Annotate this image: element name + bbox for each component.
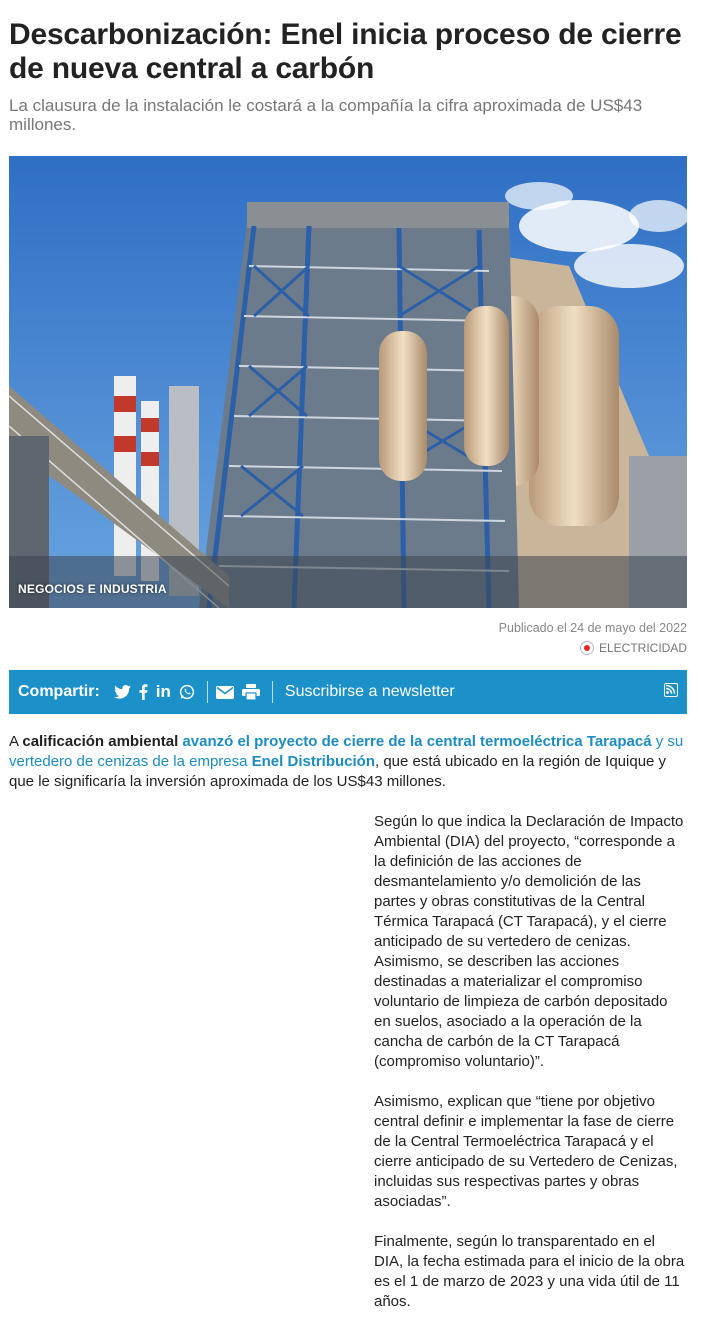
intro-text: A	[9, 733, 23, 750]
enel-link[interactable]: Enel Distribución	[251, 753, 375, 770]
paragraph-dia: Según lo que indica la Declaración de Impacto Ambiental (DIA) del proyecto, “corresponde a la definición de las acciones de desmantelamiento y/o demolición de las partes y obras constitutivas de la Central Térmica Tarapacá (CT Tarapacá), y el cierre anticipado de su vertedero de cenizas. Asimismo, se describen las acciones destinadas a materializar el compromiso voluntario de limpieza de carbón depositado en suelos, asociado a la operación de la cancha de carbón de la CT Tarapacá (compromiso voluntario)”.	[374, 813, 684, 1070]
project-link[interactable]: avanzó el proyecto de cierre de la central termoeléctrica Tarapacá	[182, 733, 652, 750]
publish-date: Publicado el 24 de mayo del 2022	[498, 621, 687, 635]
category-tag[interactable]	[580, 641, 687, 655]
hero-image[interactable]	[9, 156, 687, 608]
rss-icon[interactable]	[664, 683, 678, 697]
intro-paragraph	[9, 732, 687, 792]
facebook-icon[interactable]	[139, 680, 148, 704]
power-plant-photo	[9, 156, 687, 608]
divider	[272, 681, 273, 703]
whatsapp-icon[interactable]	[179, 680, 195, 704]
newsletter-link[interactable]: Suscribirse a newsletter	[284, 683, 455, 700]
image-category-label: NEGOCIOS E INDUSTRIA	[18, 582, 167, 596]
share-label: Compartir:	[18, 683, 100, 700]
paragraph-final: Finalmente, según lo transparentado en el DIA, la fecha estimada para el inicio de la obra es el 1 de marzo de 2023 y una vida útil de 11 años.	[374, 1233, 685, 1310]
intro-bold-text: calificación ambiental	[22, 733, 179, 750]
print-icon[interactable]	[242, 680, 260, 704]
linkedin-icon[interactable]: in	[155, 682, 171, 701]
paragraph-objective: Asimismo, explican que “tiene por objetivo central definir e implementar la fase de cierre de la Central Termoeléctrica Tarapacá y el cierre anticipado de su Vertedero de Cenizas, incluidas sus respectivas partes y obras asociadas”.	[374, 1093, 678, 1210]
share-bar	[9, 670, 687, 714]
intro-rest-text: , que está ubicado en la región de Iquique y que le significaría la inversión aproximada de los US$43 millones.	[9, 753, 667, 790]
email-icon[interactable]	[216, 680, 234, 704]
article-subtitle: La clausura de la instalación le costará a la compañía la cifra aproximada de US$43 millones.	[9, 96, 643, 134]
article-title: Descarbonización: Enel inicia proceso de cierre de nueva central a carbón	[9, 18, 682, 85]
twitter-icon[interactable]	[114, 680, 131, 704]
divider	[207, 681, 208, 703]
category-tag-label: ELECTRICIDAD	[598, 641, 687, 655]
vertedero-link[interactable]: y su vertedero de cenizas de la empresa	[9, 733, 684, 770]
record-icon	[580, 641, 594, 655]
